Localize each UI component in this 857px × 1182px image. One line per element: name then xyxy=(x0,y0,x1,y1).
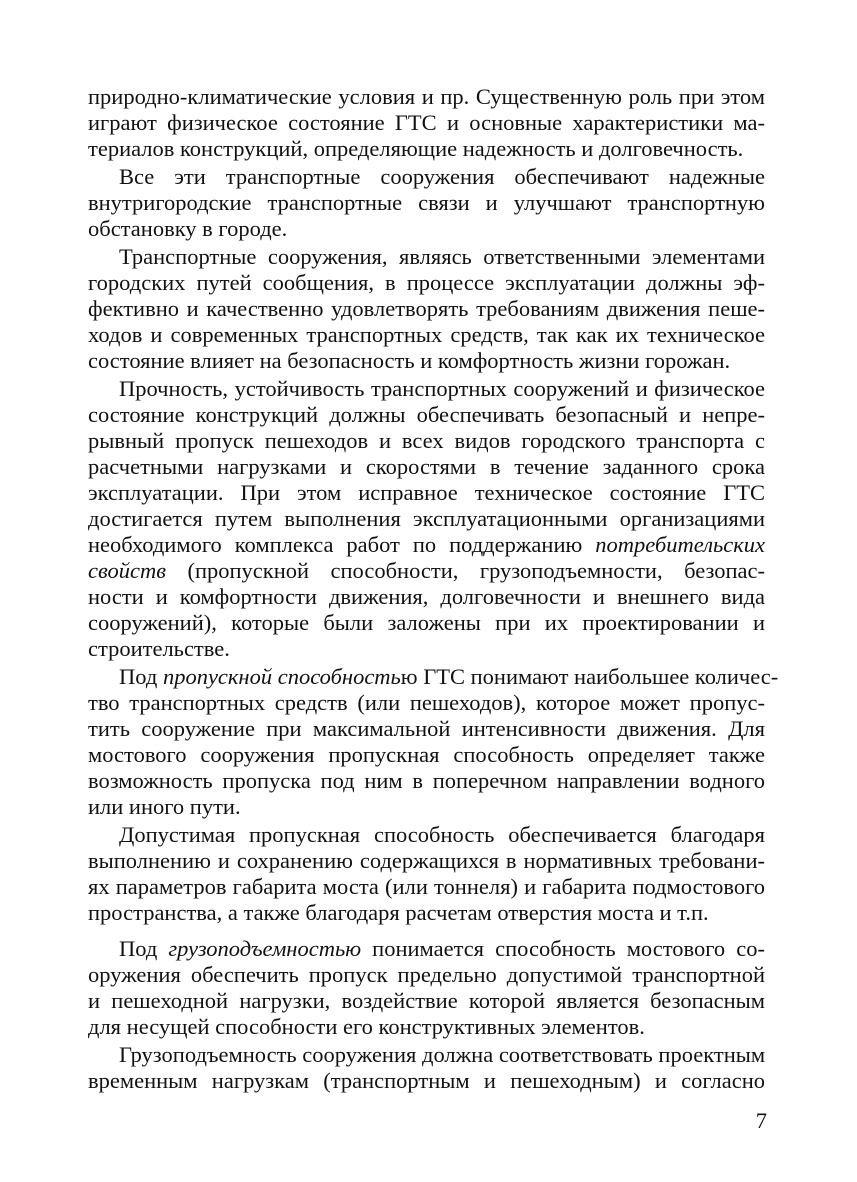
italic-term: потребительских xyxy=(595,532,765,557)
text-line: внутригородские транспортные связи и улучшают транспортную xyxy=(88,190,765,215)
italic-term: пропускной способность xyxy=(162,664,401,689)
text-line xyxy=(88,936,765,962)
text-line: достигается путем выполнения эксплуатационными организациями xyxy=(88,506,765,531)
text-line: и пешеходной нагрузки, воздействие которой является безопасным xyxy=(88,988,765,1013)
text-span: необходимого комплекса работ по поддержанию xyxy=(88,532,596,557)
text-line: для несущей способности его конструктивных элементов. xyxy=(88,1014,645,1039)
text-line: расчетными нагрузками и скоростями в течение заданного срока xyxy=(88,454,765,479)
text-line: ях параметров габарита моста (или тоннеля) и габарита подмостового xyxy=(88,874,765,899)
text-line: выполнению и сохранению содержащихся в нормативных требовани- xyxy=(88,848,765,873)
text-span: понимается способность мостового со- xyxy=(361,936,765,961)
text-line: обстановку в городе. xyxy=(88,216,288,241)
text-line: пространства, а также благодаря расчетам отверстия моста и т.п. xyxy=(88,900,709,925)
text-line: ности и комфортности движения, долговечности и внешнего вида xyxy=(88,584,765,609)
text-line: эксплуатации. При этом исправное техническое состояние ГТС xyxy=(88,480,765,505)
text-span: Под xyxy=(119,936,169,961)
text-line: ходов и современных транспортных средств, так как их техническое xyxy=(88,322,765,347)
text-line: играют физическое состояние ГТС и основные характеристики ма- xyxy=(88,110,765,135)
text-line xyxy=(88,558,765,584)
text-line: возможность пропуска под ним в поперечном направлении водного xyxy=(88,768,765,793)
text-span: Под xyxy=(119,664,163,689)
text-line xyxy=(88,664,779,690)
paragraph-8 xyxy=(88,1042,765,1094)
text-line: фективно и качественно удовлетворять требованиям движения пеше- xyxy=(88,296,765,321)
text-line: тить сооружение при максимальной интенсивности движения. Для xyxy=(88,716,765,741)
italic-term: свойств xyxy=(88,558,166,583)
text-line: териалов конструкций, определяющие надежность и долговечность. xyxy=(88,136,744,161)
page-text xyxy=(88,84,779,1094)
paragraph-6 xyxy=(88,822,765,926)
page-number: 7 xyxy=(755,1108,767,1133)
text-line: состояние влияет на безопасность и комфортность жизни горожан. xyxy=(88,348,731,373)
text-line: Допустимая пропускная способность обеспечивается благодаря xyxy=(119,822,765,847)
paragraph-7 xyxy=(88,936,765,1040)
text-line: Все эти транспортные сооружения обеспечивают надежные xyxy=(119,164,765,189)
text-line: городских путей сообщения, в процессе эксплуатации должны эф- xyxy=(88,270,765,295)
text-line: состояние конструкций должны обеспечивать безопасный и непре- xyxy=(88,402,765,427)
text-line: Грузоподъемность сооружения должна соответствовать проектным xyxy=(119,1042,766,1067)
text-span: ю ГТС понимают наибольшее количес- xyxy=(400,664,779,689)
text-span: (пропускной способности, грузоподъемности, безопас- xyxy=(165,558,765,583)
paragraph-1 xyxy=(88,84,765,162)
text-line: временным нагрузкам (транспортным и пешеходным) и согласно xyxy=(88,1068,765,1093)
italic-term: грузоподъемностью xyxy=(168,936,362,961)
text-line: сооружений), которые были заложены при их проектировании и xyxy=(88,610,765,635)
text-line: или иного пути. xyxy=(88,794,241,819)
paragraph-2 xyxy=(88,164,765,242)
text-line: Прочность, устойчивость транспортных сооружений и физическое xyxy=(119,376,765,401)
text-line: строительстве. xyxy=(88,636,230,661)
text-line: мостового сооружения пропускная способность определяет также xyxy=(88,742,765,767)
text-line: тво транспортных средств (или пешеходов), которое может пропус- xyxy=(88,690,765,715)
paragraph-4 xyxy=(88,376,765,662)
paragraph-3 xyxy=(88,244,765,374)
text-line: рывный пропуск пешеходов и всех видов городского транспорта с xyxy=(88,428,765,453)
text-line xyxy=(88,532,765,558)
paragraph-5 xyxy=(88,664,779,820)
text-line: оружения обеспечить пропуск предельно допустимой транспортной xyxy=(88,962,765,987)
text-line: Транспортные сооружения, являясь ответственными элементами xyxy=(119,244,765,269)
text-line: природно-климатические условия и пр. Существенную роль при этом xyxy=(88,84,765,109)
